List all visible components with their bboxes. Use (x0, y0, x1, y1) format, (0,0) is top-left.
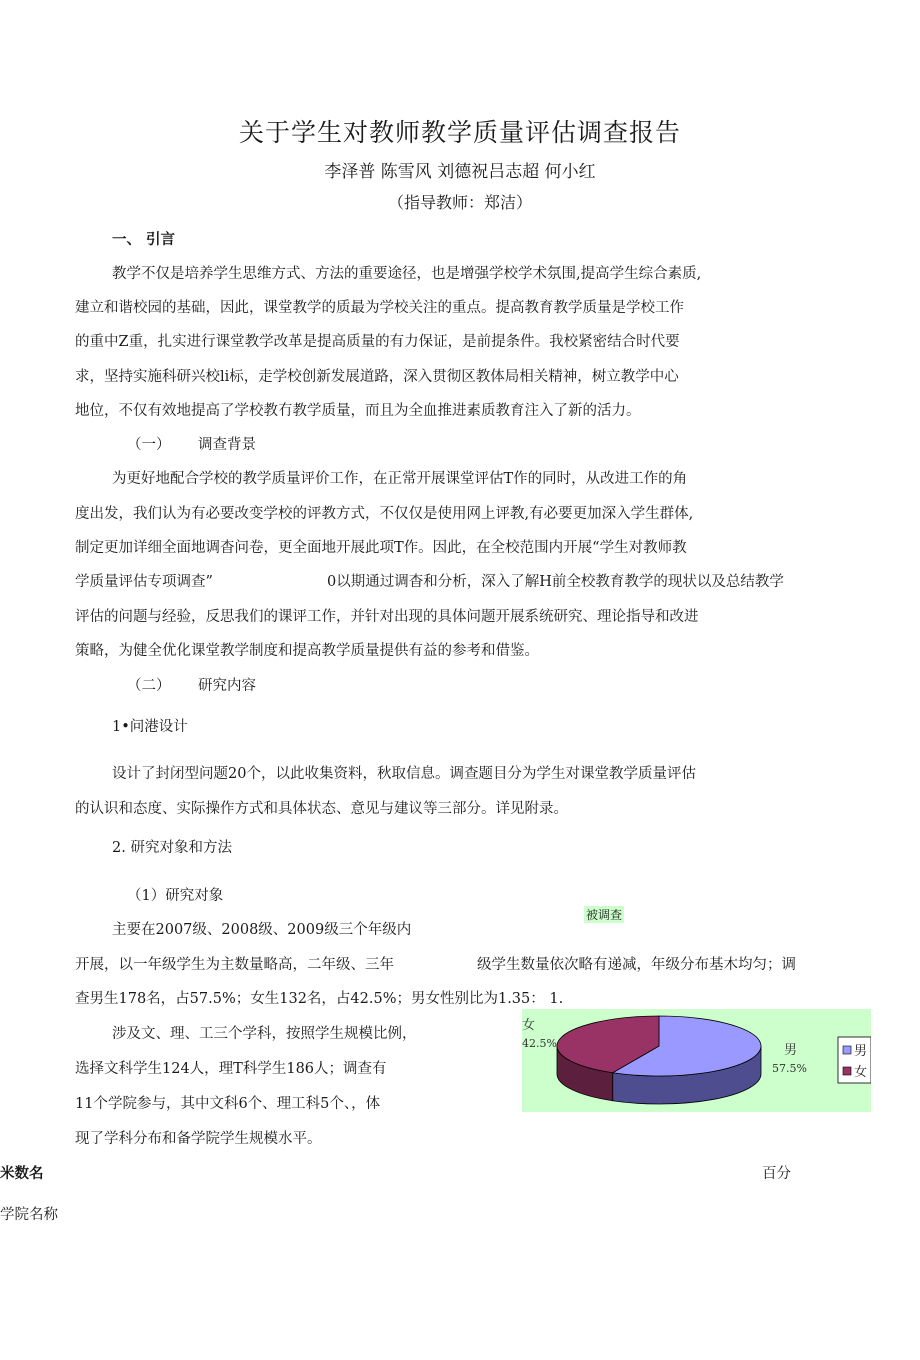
objects-line: 现了学科分布和备学院学生规模水平。 (75, 1131, 322, 1147)
section-heading-intro: 一、 引言 (112, 231, 176, 248)
background-line: 制定更加详细全面地调杳问卷，更全面地开展此项T作。因此，在全校范围内开展“学生对教师教 (75, 540, 687, 556)
item-subheading: （1）研究对象 (127, 888, 224, 904)
objects-line: 选择文科学生124人，理T科学生186人；调查有 (75, 1061, 387, 1077)
background-line: 0以期通过调杳和分析，深入了解H前全校教育教学的现状以及总结教学 (327, 574, 784, 590)
item-heading: 1•问港设计 (112, 719, 188, 735)
subsection-heading: 研究内容 (198, 678, 256, 694)
intro-line: 建立和谐校园的基础，因此，课堂教学的质最为学校关注的重点。提高教育教学质量是学校工作 (75, 300, 684, 316)
background-line: 为更好地配合学校的教学质量评价工作，在正常开展课堂评估T作的同时，从改进工作的角 (112, 471, 688, 487)
objects-line: 级学生数量依次略有递减，年级分布基木均匀；调 (477, 957, 796, 973)
legend-swatch (843, 1046, 851, 1054)
objects-line: 开展，以一年级学生为主数量略高，二年级、三年 (75, 957, 394, 973)
item-heading: 2. 研究对象和方法 (112, 840, 232, 856)
chart-title: 被调查 (586, 908, 623, 922)
background-line: 度出发，我们认为有必要改变学校的评教方式，不仅仅是使用网上评教,有必要更加深入学生群体, (75, 506, 694, 522)
background-line: 学质量评估专项调查” (75, 574, 213, 590)
table-header-right: 百分 (762, 1166, 791, 1182)
objects-line: 查男生178名，占57.5%；女生132名，占42.5%；男女性别比为1.35： 1. (75, 991, 564, 1007)
pie-label-category: 女 (522, 1018, 536, 1033)
legend-swatch (843, 1067, 851, 1075)
design-line: 的认识和态度、实际操作方式和具体状态、意见与建议等三部分。详见附录。 (75, 801, 568, 817)
report-title: 关于学生对教师教学质量评估调查报告 (238, 118, 681, 147)
intro-line: 地位，不仅有效地提高了学校教冇教学质量，而且为全血推进素质教育注入了新的活力。 (75, 403, 641, 419)
pie-label-value: 57.5% (772, 1062, 807, 1075)
intro-line: 教学不仅是培养学生思维方式、方法的重要途径，也是增强学校学术氛围,提高学生综合素质, (112, 266, 702, 282)
authors: 李泽普 陈雪风 刘德祝吕志超 何小红 (324, 162, 596, 182)
intro-line: 的重中Z重，扎实进行课堂教学改革是提高质量的有力保证，是前提条件。我校紧密结合时代要 (75, 334, 680, 350)
intro-line: 求，坚持实施科研兴校li标，走学校创新发展道路，深入贯彻区教体局相关精神，树立教学中心 (75, 369, 679, 385)
objects-line: 主要在2007级、2008级、2009级三个年级内 (112, 922, 412, 938)
design-line: 设计了封闭型问题20个，以此收集资料，秋取信息。调查题目分为学生对课堂教学质量评估 (112, 766, 696, 782)
table-header-left: 米数名 (0, 1165, 44, 1182)
pie-label-value: 42.5% (522, 1037, 557, 1050)
legend-label: 男 (854, 1044, 868, 1059)
advisor: （指导教师：郑洁） (387, 193, 532, 212)
pie-chart (522, 1009, 871, 1112)
legend-label: 女 (854, 1065, 868, 1080)
background-line: 评估的问题与经验，反思我们的课评工作，并针对出现的具体问题开展系统研究、理论指导和改进 (75, 609, 699, 625)
background-line: 策略，为健全优化课堂教学制度和提高教学质量提供有益的参考和借鉴。 (75, 643, 539, 659)
pie-chart-area (522, 1009, 871, 1112)
table-row-label: 学院名称 (0, 1207, 58, 1223)
subsection-number: （一） (127, 437, 171, 453)
objects-line: 11个学院参与，其中文科6个、理工科5个、，体 (75, 1096, 381, 1112)
objects-line: 涉及文、理、工三个学科，按照学生规模比例， (112, 1026, 417, 1042)
subsection-heading: 调查背景 (198, 437, 256, 453)
pie-label-category: 男 (784, 1043, 798, 1058)
subsection-number: （二） (127, 678, 171, 694)
